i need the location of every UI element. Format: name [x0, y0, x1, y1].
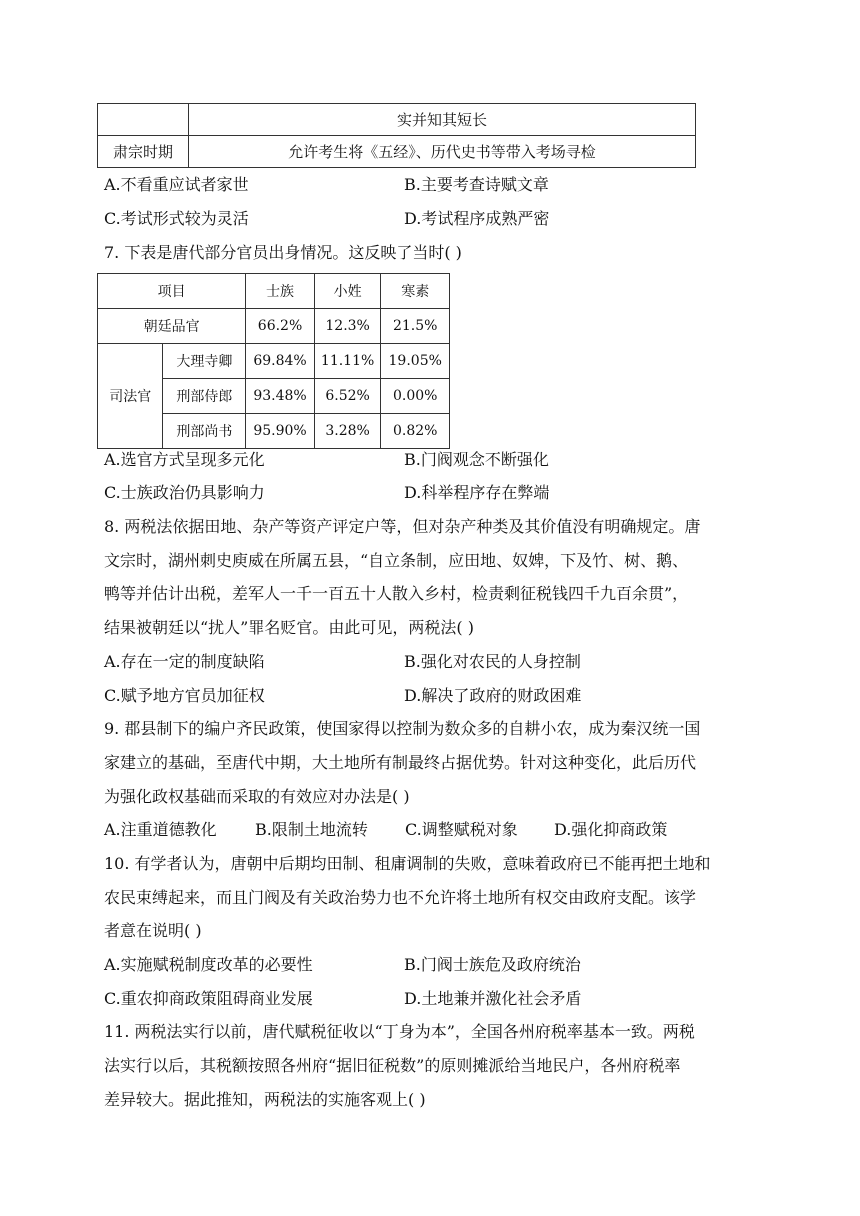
table-cell: 12.3%: [314, 309, 381, 344]
table-row-label: 大理寺卿: [163, 344, 246, 379]
q8-line: 结果被朝廷以“扰人”罪名贬官。由此可见，两税法( ): [104, 618, 474, 637]
q10-line: 农民束缚起来，而且门阀及有关政治势力也不允许将土地所有权交由政府支配。该学: [104, 888, 697, 907]
q9-line: 9. 郡县制下的编户齐民政策，使国家得以控制为数众多的自耕小农，成为秦汉统一国: [104, 719, 701, 738]
q7-option-c: C.士族政治仍具影响力: [104, 483, 265, 502]
q10-option-b: B.门阀士族危及政府统治: [404, 955, 581, 974]
table-cell: 66.2%: [246, 309, 315, 344]
table-cell: 允许考生将《五经》、历代史书等带入考场寻检: [189, 136, 696, 168]
table-cell: [98, 104, 189, 136]
table-cell: 21.5%: [381, 309, 450, 344]
q10-line: 10. 有学者认为，唐朝中后期均田制、租庸调制的失败，意味着政府已不能再把土地和: [104, 854, 711, 873]
q8-option-a: A.存在一定的制度缺陷: [104, 652, 265, 671]
q7-stem: 7. 下表是唐代部分官员出身情况。这反映了当时( ): [104, 243, 462, 262]
table-cell: 3.28%: [314, 414, 381, 449]
q8-line: 8. 两税法依据田地、杂产等资产评定户等，但对杂产种类及其价值没有明确规定。唐: [104, 517, 701, 536]
q10-option-d: D.土地兼并激化社会矛盾: [404, 989, 582, 1008]
q8-option-b: B.强化对农民的人身控制: [404, 652, 581, 671]
q11-line: 法实行以后，其税额按照各州府“据旧征税数”的原则摊派给当地民户，各州府税率: [104, 1056, 681, 1075]
q8-line: 鸭等并估计出税，差军人一千一百五十人散入乡村，检责剩征税钱四千九百余贯”，: [104, 584, 689, 603]
q9-option-d: D.强化抑商政策: [554, 820, 668, 839]
q9-line: 为强化政权基础而采取的有效应对办法是( ): [104, 787, 410, 806]
q6-option-b: B.主要考查诗赋文章: [404, 175, 549, 194]
q11-line: 11. 两税法实行以前，唐代赋税征收以“丁身为本”，全国各州府税率基本一致。两税: [104, 1022, 695, 1041]
table-cell: 19.05%: [381, 344, 450, 379]
table-cell: 6.52%: [314, 379, 381, 414]
q10-option-a: A.实施赋税制度改革的必要性: [104, 955, 313, 974]
table-cell: 69.84%: [246, 344, 315, 379]
table-row-label: 刑部侍郎: [163, 379, 246, 414]
table-cell: 实并知其短长: [189, 104, 696, 136]
q9-option-b: B.限制土地流转: [255, 820, 368, 839]
q9-option-a: A.注重道德教化: [104, 820, 217, 839]
table-cell: 0.82%: [381, 414, 450, 449]
table-row-label: 刑部尚书: [163, 414, 246, 449]
q10-option-c: C.重农抑商政策阻碍商业发展: [104, 989, 313, 1008]
q7-option-b: B.门阀观念不断强化: [404, 450, 549, 469]
q11-line: 差异较大。据此推知，两税法的实施客观上( ): [104, 1090, 426, 1109]
q6-option-c: C.考试形式较为灵活: [104, 209, 249, 228]
table-header: 小姓: [314, 274, 381, 309]
q8-option-d: D.解决了政府的财政困难: [404, 686, 582, 705]
q7-option-a: A.选官方式呈现多元化: [104, 450, 265, 469]
table-header: 寒素: [381, 274, 450, 309]
table-cell: 93.48%: [246, 379, 315, 414]
exam-policy-table: [97, 103, 696, 168]
q7-option-d: D.科举程序存在弊端: [404, 483, 550, 502]
table-cell: 95.90%: [246, 414, 315, 449]
q9-line: 家建立的基础，至唐代中期，大土地所有制最终占据优势。针对这种变化，此后历代: [104, 753, 697, 772]
table-cell: 肃宗时期: [98, 136, 189, 168]
q8-option-c: C.赋予地方官员加征权: [104, 686, 265, 705]
q6-option-d: D.考试程序成熟严密: [404, 209, 550, 228]
table-group-label: 司法官: [98, 344, 163, 449]
table-header: 士族: [246, 274, 315, 309]
q8-line: 文宗时，湖州刺史庾威在所属五县，“自立条制，应田地、奴婢，下及竹、树、鹅、: [104, 551, 689, 570]
table-cell: 11.11%: [314, 344, 381, 379]
official-origin-table: [97, 273, 450, 449]
q10-line: 者意在说明( ): [104, 921, 202, 940]
table-row-label: 朝廷品官: [98, 309, 246, 344]
q9-option-c: C.调整赋税对象: [405, 820, 518, 839]
table-cell: 0.00%: [381, 379, 450, 414]
table-header: 项目: [98, 274, 246, 309]
q6-option-a: A.不看重应试者家世: [104, 175, 249, 194]
